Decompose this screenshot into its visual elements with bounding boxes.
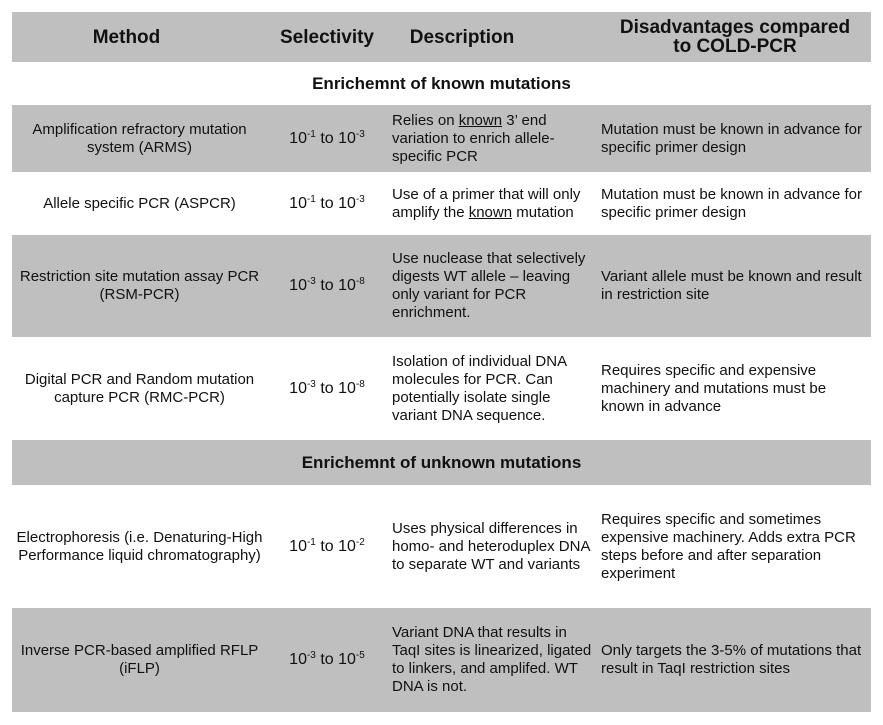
row-selectivity: $10^{-3}$ to $10^{-8}$ (289, 276, 365, 294)
row-method: Amplification refractory mutation system (ARMS) (32, 120, 247, 156)
header-description: Description (409, 26, 515, 48)
row-description: Relies on known 3’ end variation to enrich allele-specific PCR (392, 111, 555, 165)
header-disadvantages-line1: Disadvantages compared (619, 17, 851, 38)
header-method: Method (92, 26, 161, 48)
row-selectivity: $10^{-1}$ to $10^{-3}$ (289, 128, 365, 147)
section-known (12, 62, 871, 105)
row-disadvantages: Variant allele must be known and result in restriction site (601, 268, 862, 303)
table-row (12, 105, 871, 172)
table-row (12, 485, 871, 608)
row-method: Electrophoresis (i.e. Denaturing-High Performance liquid chromatography) (16, 528, 263, 564)
row-description: Variant DNA that results in TaqI sites is linearized, ligated to linkers, and amplifed. WT DNA is not. (392, 624, 592, 695)
table-row (12, 608, 871, 712)
header-disadvantages (599, 12, 871, 62)
table-row (12, 235, 871, 337)
table-row (12, 337, 871, 440)
row-method: Digital PCR and Random mutation capture PCR (RMC-PCR) (24, 370, 255, 406)
header-selectivity: Selectivity (280, 26, 374, 48)
row-disadvantages: Requires specific and expensive machinery and mutations must be known in advance (601, 361, 827, 415)
row-selectivity: $10^{-1}$ to $10^{-2}$ (289, 536, 365, 555)
row-method: Restriction site mutation assay PCR (RSM-PCR) (19, 268, 260, 303)
row-method: Allele specific PCR (ASPCR) (43, 194, 236, 212)
row-disadvantages: Mutation must be known in advance for specific primer design (601, 120, 862, 156)
row-disadvantages: Requires specific and sometimes expensive machinery. Adds extra PCR steps before and after separation experiment (601, 510, 856, 582)
row-selectivity: $10^{-3}$ to $10^{-5}$ (289, 650, 365, 668)
row-disadvantages: Mutation must be known in advance for specific primer design (601, 185, 862, 221)
row-method: Inverse PCR-based amplified RFLP (iFLP) (20, 642, 259, 677)
row-description: Uses physical differences in homo- and heteroduplex DNA to separate WT and variants (392, 519, 590, 573)
header-disadvantages-line2: to COLD-PCR (673, 36, 797, 57)
section-unknown (12, 440, 871, 485)
row-disadvantages: Only targets the 3-5% of mutations that result in TaqI restriction sites (601, 642, 862, 677)
section-known-title: Enrichemnt of known mutations (312, 73, 571, 93)
section-unknown-title: Enrichemnt of unknown mutations (301, 452, 582, 472)
table-header (12, 12, 871, 62)
row-description: Isolation of individual DNA molecules for PCR. Can potentially isolate single variant DNA sequence. (392, 352, 567, 424)
row-description: Use nuclease that selectively digests WT allele – leaving only variant for PCR enrichment. (392, 250, 586, 321)
row-description: Use of a primer that will only amplify the known mutation (392, 185, 581, 221)
row-selectivity: $10^{-1}$ to $10^{-3}$ (289, 193, 365, 212)
table-row (12, 172, 871, 235)
row-selectivity: $10^{-3}$ to $10^{-8}$ (289, 378, 365, 397)
